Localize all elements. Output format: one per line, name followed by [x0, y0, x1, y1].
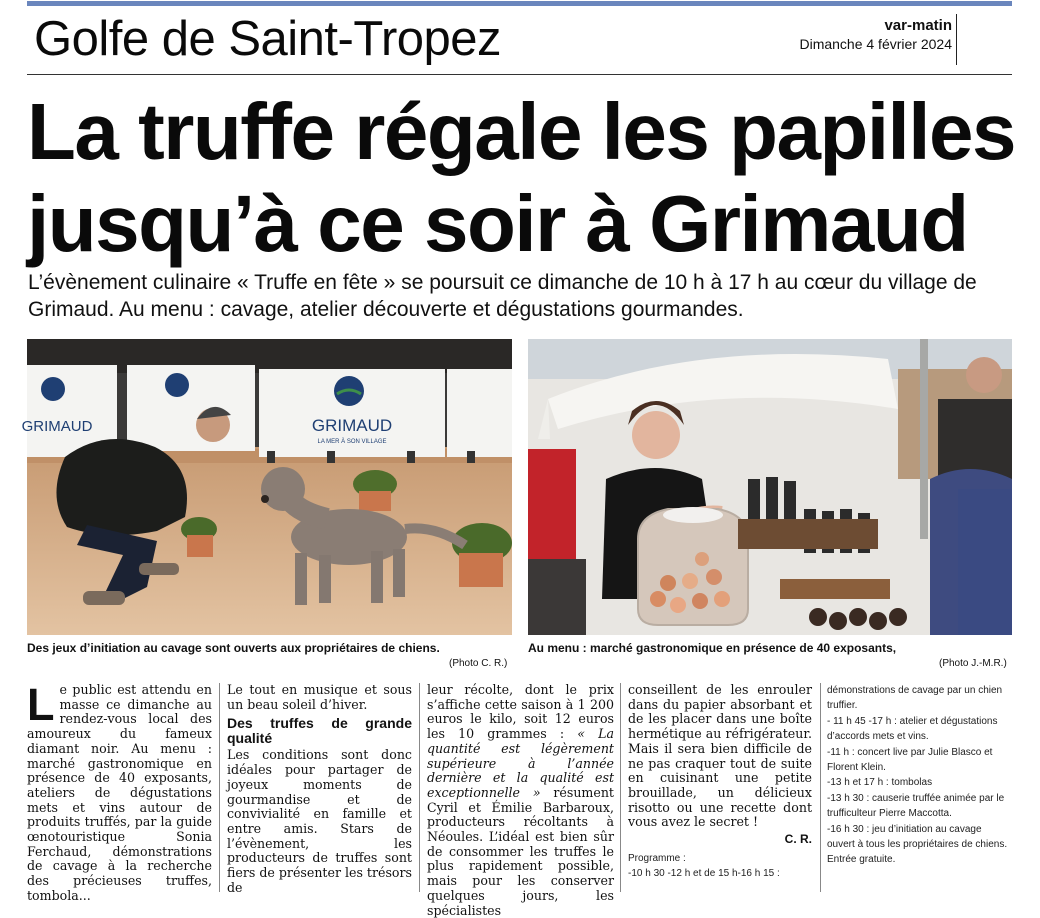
programme-item: - 11 h 45 -17 h : atelier et dégustations d’accords mets et vins. [827, 715, 998, 743]
programme-column [827, 683, 1012, 868]
column-3-text-b: résument Cyril et Émilie Barbaroux, producteurs récoltants à Néoules. L’idéal est bien sûr de consommer les truffes le plus rapidement possible, mais pour les conserver quelques jours, les spécialistes [427, 784, 614, 918]
programme-item: démonstrations de cavage par un chien truffier. [827, 685, 1003, 712]
svg-text:GRIMAUD: GRIMAUD [21, 418, 93, 435]
column-2-intro: Le tout en musique et sous un beau soleil d’hiver. [227, 682, 412, 712]
article-column-4 [628, 683, 812, 881]
column-4-text: conseillent de les enrouler dans du papier absorbant et de les placer dans une boîte hermétique au réfrigérateur. Mais il sera bien difficile de ne pas craquer tout de suite en cuisinant une petite brouillade, un délicieux risotto ou une recette dont vous avez le secret ! [628, 682, 812, 830]
column-divider [219, 683, 220, 892]
column-3-text-a: leur récolte, dont le prix s’affiche cette saison à 1 200 euros le kilo, soit 12 euros les 10 grammes : [427, 682, 614, 742]
banner-text: GRIMAUD [311, 416, 393, 435]
headline [27, 86, 1027, 270]
programme-item: -10 h 30 -12 h et de 15 h-16 h 15 : [628, 867, 780, 879]
programme-item: -11 h : concert live par Julie Blasco et Florent Klein. [827, 746, 993, 774]
photo-caption-2: Au menu : marché gastronomique en présence de 40 exposants, [528, 641, 897, 655]
column-divider [620, 683, 621, 892]
photo-market-stall [528, 339, 1012, 635]
column-divider [820, 683, 821, 892]
column-2-text: Les conditions sont donc idéales pour partager de joyeux moments de gourmandise et de convivialité en famille et entre amis. Stars de l’évènement, les producteurs de truffes sont fiers de présenter les trésors de [227, 747, 412, 895]
photo-caption-1: Des jeux d’initiation au cavage sont ouverts aux propriétaires de chiens. [27, 641, 440, 655]
standfirst: L’évènement culinaire « Truffe en fête » se poursuit ce dimanche de 10 h à 17 h au cœur du village de Grimaud. Au menu : cavage, atelier découverte et dégustations gourmandes. [28, 271, 977, 321]
header-rule [27, 74, 1012, 75]
article-column-3 [427, 683, 614, 918]
banner-subtext: LA MER À SON VILLAGE [317, 439, 387, 445]
programme-item: -13 h 30 : causerie truffée animée par le trufficulteur Pierre Maccotta. [827, 792, 1005, 820]
programme-item: -13 h et 17 h : tombolas [827, 777, 933, 789]
masthead [799, 17, 952, 54]
newspaper-name: var-matin [884, 17, 952, 34]
article-column-1 [27, 679, 212, 904]
issue-date: Dimanche 4 février 2024 [799, 36, 952, 52]
photo-truffle-dog [21, 339, 512, 635]
producer-quote: « La quantité est légèrement supérieure à l’année dernière et la qualité est exceptionnelle » [427, 726, 614, 800]
drop-cap: L [27, 679, 55, 730]
article-column-2 [227, 683, 412, 895]
photo-credit-2: (Photo J.-M.R.) [939, 658, 1007, 669]
column-1-text: e public est attendu en masse ce dimanche au rendez-vous local des amoureux du fameux diamant noir. Au menu : marché gastronomique en présence de 40 exposants, ateliers de dégustations mets et vins autour de produits truffés, par la guide œnotouristique Sonia Ferchaud, démonstrations de cavage à la recherche des précieuses truffes, tombola... [27, 682, 212, 903]
column-divider [419, 683, 420, 892]
top-color-bar [27, 1, 1012, 6]
programme-item: Entrée gratuite. [827, 854, 896, 866]
photo-credit-1: (Photo C. R.) [449, 658, 508, 669]
headline-line-2: jusqu’à ce soir à Grimaud [27, 179, 968, 268]
headline-line-1: La truffe régale les papilles [27, 87, 1015, 176]
programme-item: -16 h 30 : jeu d’initiation au cavage ouvert à tous les propriétaires de chiens. [827, 823, 1008, 851]
subheading: Des truffes de grande qualité [227, 715, 412, 747]
author-signature: C. R. [784, 832, 812, 847]
programme-label: Programme : [628, 852, 686, 864]
masthead-divider [956, 14, 957, 65]
section-title: Golfe de Saint-Tropez [34, 12, 502, 66]
